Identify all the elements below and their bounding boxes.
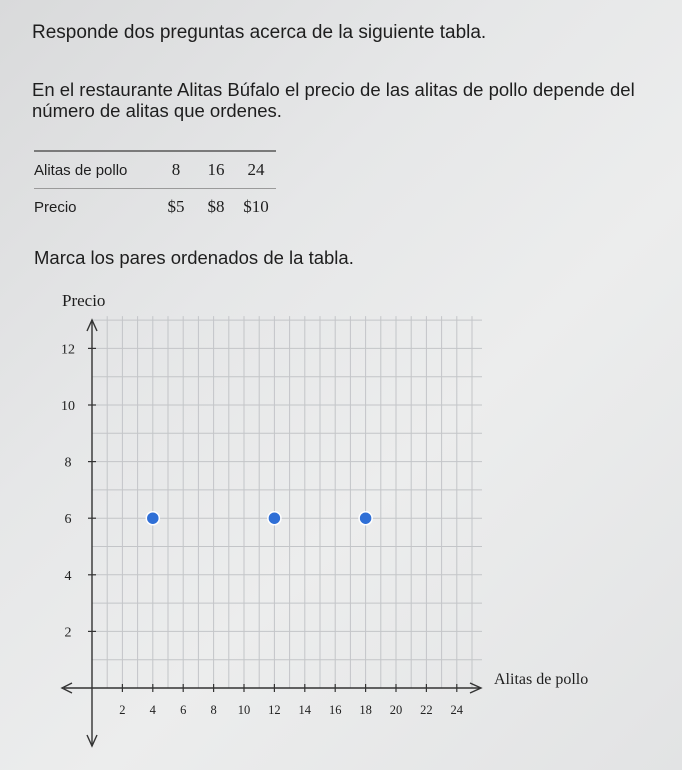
x-tick-label: 16 [328,703,342,717]
y-tick-label: 10 [61,399,75,414]
x-tick-label: 24 [450,703,464,717]
plotted-point[interactable] [268,512,281,525]
table-cell: 24 [236,151,276,189]
x-tick-label: 18 [359,703,372,717]
x-tick-label: 12 [268,703,281,717]
instruction-text: Marca los pares ordenados de la tabla. [34,247,354,268]
x-tick-label: 14 [298,703,312,717]
plotted-point[interactable] [359,512,372,525]
y-tick-label: 12 [61,342,75,358]
plotted-point[interactable] [146,512,159,525]
x-tick-label: 20 [389,703,403,717]
x-tick-label: 6 [180,703,187,717]
x-tick-label: 2 [119,703,126,717]
row-label-wings: Alitas de pollo [34,151,156,189]
table-cell: 16 [196,151,236,189]
x-axis-title: Alitas de pollo [494,671,589,688]
x-tick-label: 10 [237,703,251,717]
row-label-price: Precio [34,198,77,216]
question-title: Responde dos preguntas acerca de la siguiente tabla. [32,22,487,43]
intro-text: En el restaurante Alitas Búfalo el precio de las alitas de pollo depende del número de alitas que ordenes. [32,79,635,121]
y-tick-label: 6 [64,512,72,528]
y-axis-title: Precio [62,291,106,310]
table-cell: $8 [207,197,225,216]
x-tick-label: 4 [149,703,156,717]
table-cell: 8 [156,151,196,189]
y-tick-label: 8 [64,455,72,471]
y-tick-label: 2 [64,625,72,641]
y-tick-label: 4 [64,568,72,584]
table-cell: $10 [243,197,269,216]
x-tick-label: 22 [420,703,433,717]
x-tick-label: 8 [210,703,217,717]
table-cell: $5 [167,197,185,216]
